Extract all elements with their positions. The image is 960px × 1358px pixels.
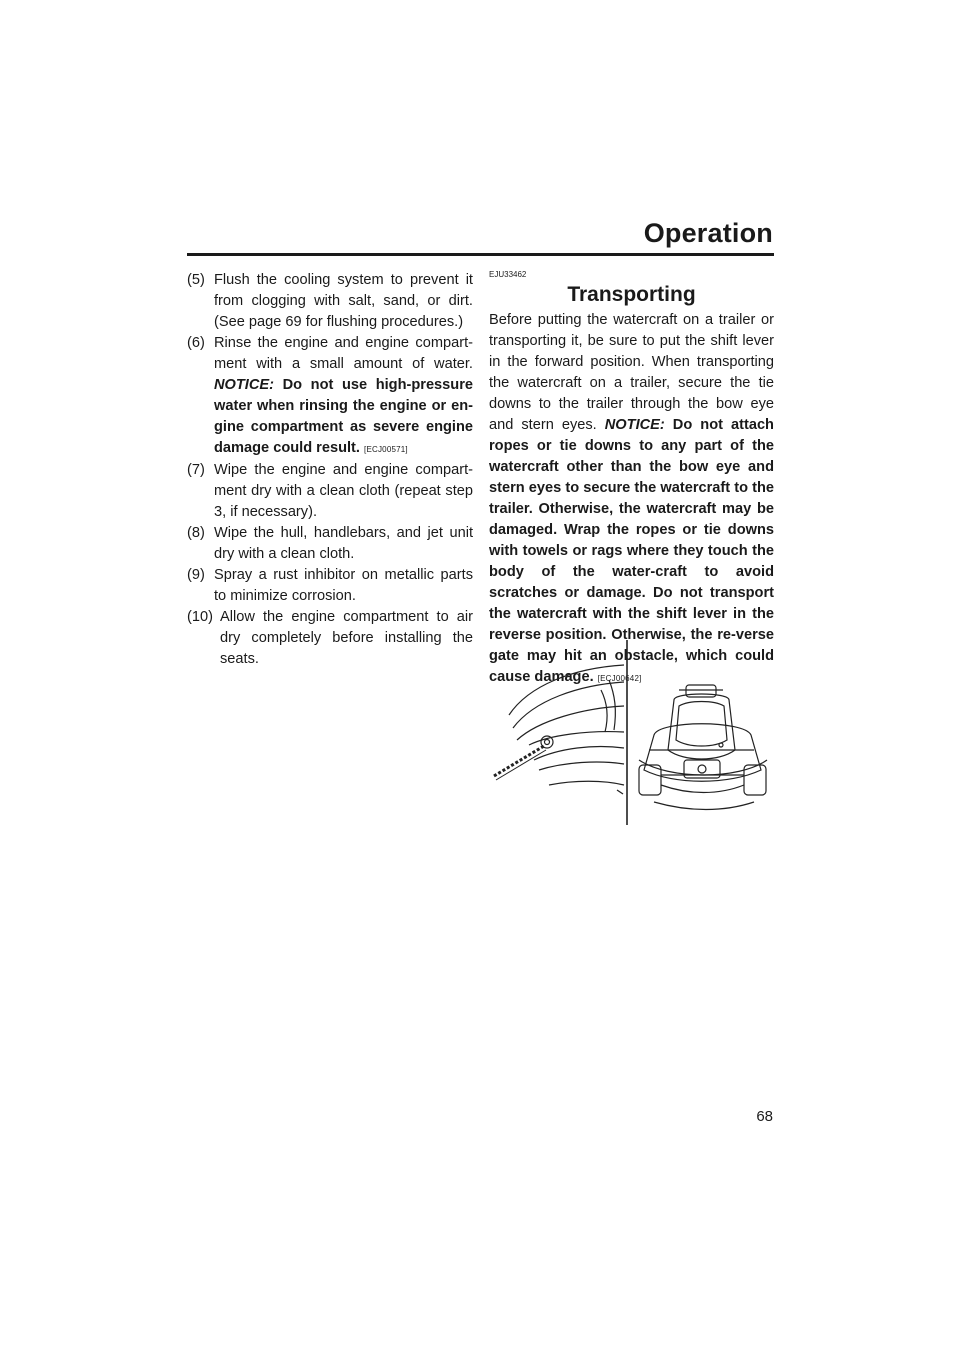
stern-view	[639, 685, 767, 810]
step-number: (7)	[187, 462, 205, 478]
notice-label: NOTICE:	[604, 417, 665, 433]
step-text: Allow the engine compartment to air dry completely before installing the seats.	[220, 609, 473, 667]
section-code: EJU33462	[489, 270, 527, 279]
step-text: Flush the cooling system to prevent it from clogging with salt, sand, or dirt. (See page 69 for flushing procedures.)	[214, 272, 473, 330]
bow-eye-closeup	[494, 665, 624, 794]
step-8	[187, 523, 473, 565]
step-number: (8)	[187, 525, 205, 541]
step-text: Wipe the hull, handlebars, and jet unit dry with a clean cloth.	[214, 525, 473, 562]
maintenance-steps	[187, 270, 473, 670]
watercraft-illustration	[489, 640, 774, 825]
body-text: Before putting the watercraft on a trailer or transporting it, be sure to put the shift lever in the forward position. When transporting the watercraft on a trailer, secure the tie downs to the trailer through the bow eye and stern eyes.	[489, 312, 774, 433]
notice-label: NOTICE:	[214, 377, 274, 393]
section-body	[489, 310, 774, 689]
step-10	[187, 607, 473, 670]
step-number: (9)	[187, 567, 205, 583]
step-text: Wipe the engine and engine compart-ment dry with a clean cloth (repeat step 3, if necessary).	[214, 462, 473, 520]
step-5	[187, 270, 473, 333]
page-number: 68	[756, 1108, 773, 1125]
section-title: Transporting	[567, 283, 696, 306]
header-divider	[187, 253, 774, 256]
step-number: (5)	[187, 272, 205, 288]
step-text: Rinse the engine and engine compart-ment with a small amount of water.	[214, 335, 473, 372]
notice-text: Do not use high-pressure water when rinsing the engine or en-gine compartment as severe engine damage could result.	[214, 377, 474, 456]
step-text: Spray a rust inhibitor on metallic parts to minimize corrosion.	[214, 567, 473, 604]
reference-code: [ECJ00642]	[597, 674, 642, 683]
step-number: (10)	[187, 609, 213, 625]
transporting-section	[489, 270, 774, 689]
notice-text: Do not attach ropes or tie downs to any part of the watercraft other than the bow eye and stern eyes to secure the watercraft to the trailer. Otherwise, the watercraft may be damaged. Wrap the ropes or tie downs with towels or rags where they touch the body of the water-craft to avoid scratches or damage. Do not transport the watercraft with the shift lever in the reverse position. Otherwise, the re-verse gate may hit an obstacle, which could cause damage.	[489, 417, 774, 685]
step-number: (6)	[187, 335, 205, 351]
reference-code: [ECJ00571]	[364, 445, 408, 454]
step-7	[187, 460, 473, 523]
step-9	[187, 565, 473, 607]
step-6	[187, 333, 473, 460]
page-title: Operation	[643, 218, 773, 248]
